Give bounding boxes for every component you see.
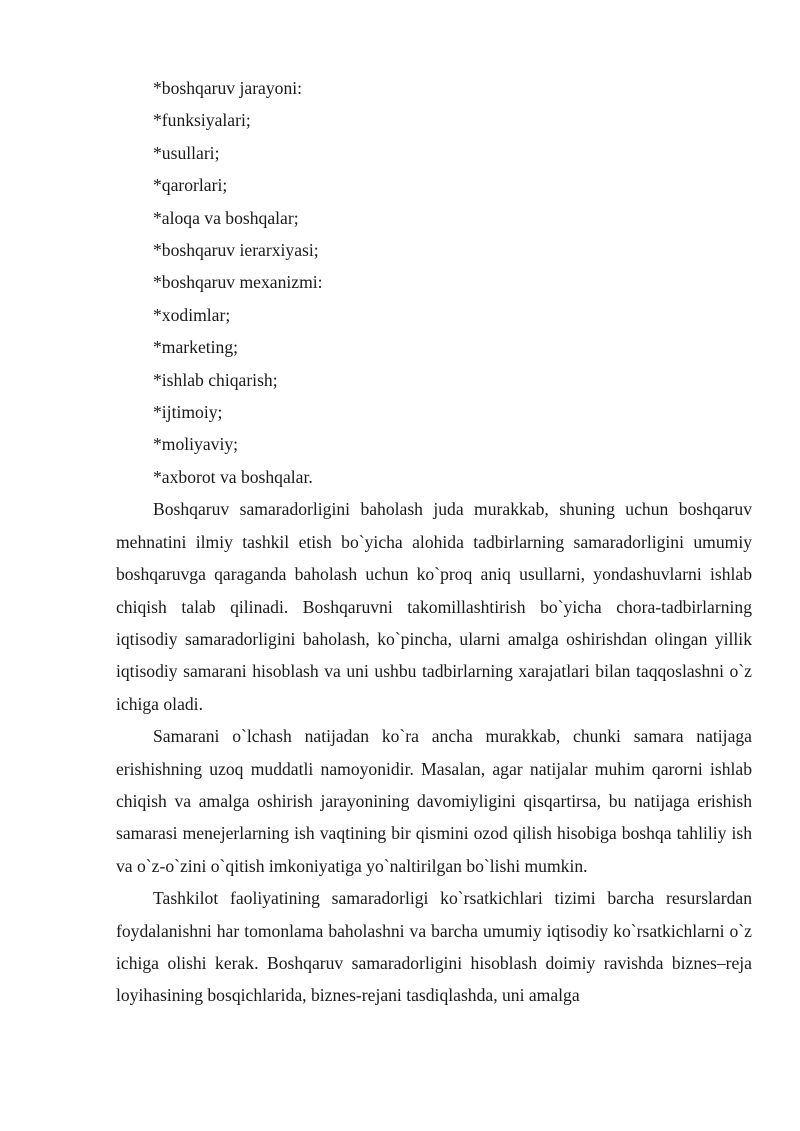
list-item: *boshqaruv ierarxiyasi; (153, 240, 319, 261)
paragraph-indicator-system: Tashkilot faoliyatining samaradorligi ko`rsatkichlari tizimi barcha resurslardan foydalanishni har tomonlama baholashni va barcha umumiy iqtisodiy ko`rsatkichlarni o`z ichiga olishi kerak. Boshqaruv samaradorligini hisoblash doimiy ravishda biznes–reja loyihasining bosqichlarida, biznes-rejani tasdiqlashda, uni amalga (116, 888, 752, 1006)
list-item: *aloqa va boshqalar; (153, 207, 299, 228)
list-item: *marketing; (153, 337, 239, 358)
list-item: *moliyaviy; (153, 434, 239, 455)
list-item: *qarorlari; (153, 175, 228, 196)
list-item: *boshqaruv jarayoni: (153, 78, 303, 98)
list-item: *boshqaruv mexanizmi: (153, 272, 323, 293)
list-item: *ijtimoiy; (153, 402, 223, 423)
list-item: *funksiyalari; (153, 110, 251, 131)
list-item: *usullari; (153, 142, 220, 163)
document-text (116, 72, 752, 1012)
paragraph-measuring-effect: Samarani o`lchash natijadan ko`ra ancha murakkab, chunki samara natijaga erishishning uzoq muddatli namoyonidir. Masalan, agar natijalar muhim qarorni ishlab chiqish va amalga oshirish jarayonining davomiyligini qisqartirsa, bu natijaga erishish samarasi menejerlarning ish vaqtining bir qismini ozod qilish hisobiga boshqa tahliliy ish va o`z-o`zini o`qitish imkoniyatiga yo`naltirilgan bo`lishi mumkin. (116, 726, 752, 876)
paragraph-efficiency-assessment: Boshqaruv samaradorligini baholash juda murakkab, shuning uchun boshqaruv mehnatini ilmiy tashkil etish bo`yicha alohida tadbirlarning samaradorligini umumiy boshqaruvga qaraganda baholash uchun ko`proq aniq usullarni, yondashuvlarni ishlab chiqish talab qilinadi. Boshqaruvni takomillashtirish bo`yicha chora-tadbirlarning iqtisodiy samaradorligini baholash, ko`pincha, ularni amalga oshirishdan olingan yillik iqtisodiy samarani hisoblash va uni ushbu tadbirlarning xarajatlari bilan taqqoslashni o`z ichiga oladi. (116, 499, 752, 714)
list-item: *xodimlar; (153, 304, 231, 325)
list-item: *axborot va boshqalar. (153, 466, 313, 487)
list-item: *ishlab chiqarish; (153, 369, 278, 390)
